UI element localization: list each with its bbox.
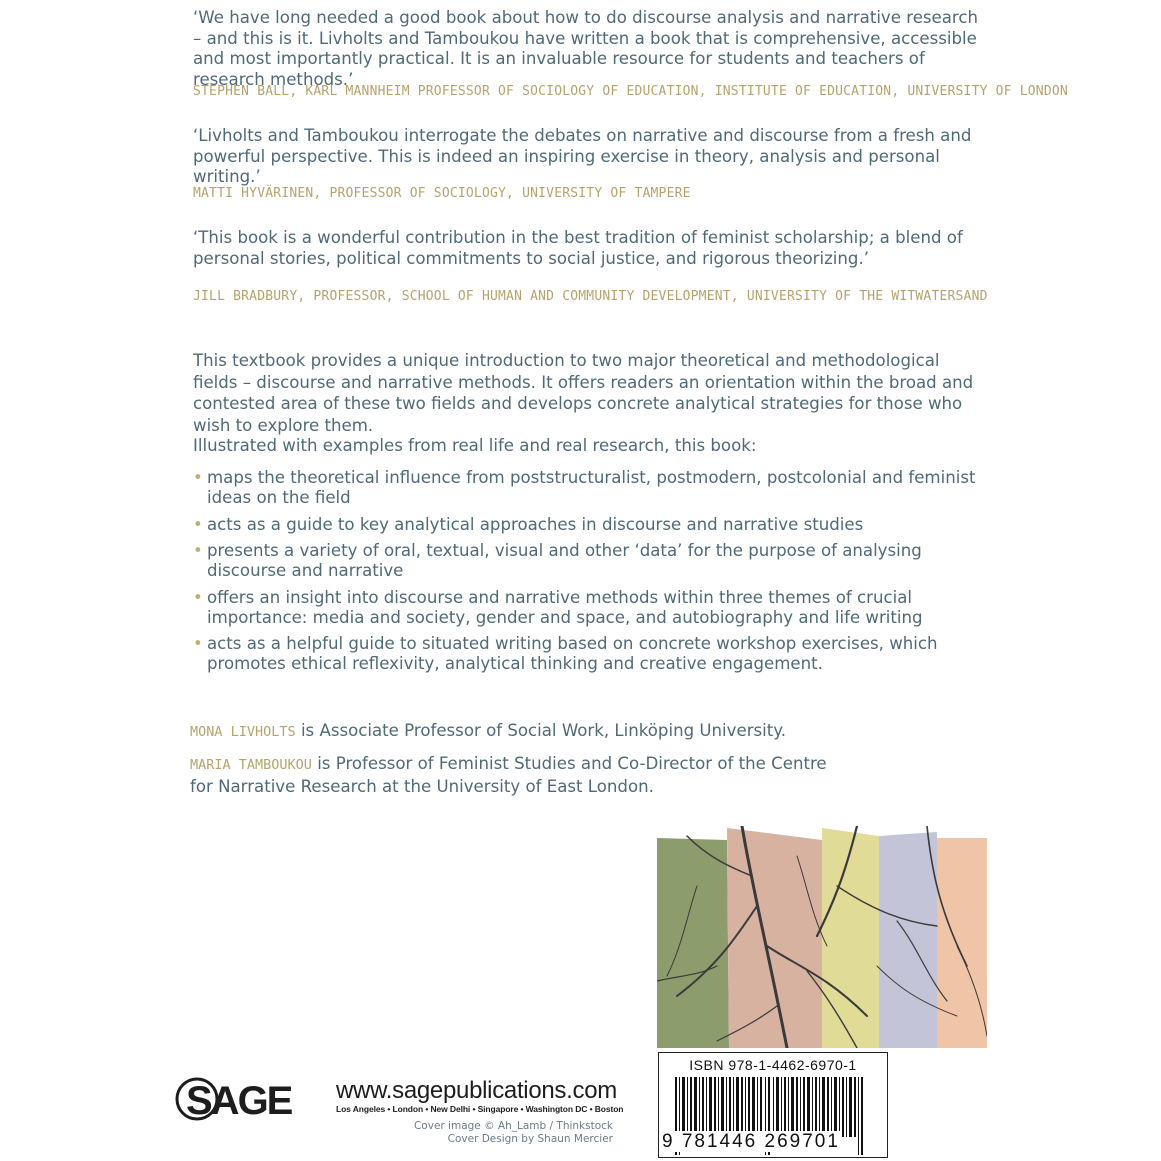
list-item: • offers an insight into discourse and narrative methods within three themes of crucial importance: media and society, gender and space, and autobiography and life writing [193, 587, 923, 627]
cover-panel-yellow [822, 828, 879, 1048]
isbn-digits: 9 781446 269701 [662, 1131, 840, 1152]
endorsement-quote: ‘This book is a wonderful contribution in the best tradition of feminist scholarship; a blend of personal stories, political commitments to social justice, and rigorous theorizing.’ [193, 228, 963, 268]
book-description-lead-in: Illustrated with examples from real life and real research, this book: [193, 436, 757, 455]
cover-image-credit: Cover image © Ah_Lamb / Thinkstock [413, 1120, 613, 1132]
isbn-label: ISBN 978-1-4462-6970-1 [689, 1057, 857, 1073]
bullet-icon: • [193, 514, 203, 534]
sage-logo [175, 1075, 320, 1123]
bullet-icon: • [193, 587, 203, 607]
cover-image [657, 826, 987, 1048]
sage-logo-text: SAGE [186, 1079, 292, 1123]
bullet-icon: • [193, 541, 203, 560]
list-item: • maps the theoretical influence from poststructuralist, postmodern, postcolonial and feminist ideas on the field [193, 468, 976, 507]
endorsement-attribution: JILL BRADBURY, PROFESSOR, SCHOOL OF HUMAN AND COMMUNITY DEVELOPMENT, UNIVERSITY OF THE WITWATERSAND [193, 289, 988, 304]
endorsement-attribution: MATTI HYVÄRINEN, PROFESSOR OF SOCIOLOGY, UNIVERSITY OF TAMPERE [193, 186, 691, 201]
author-name: MONA LIVHOLTS [190, 724, 296, 740]
list-item: • acts as a guide to key analytical approaches in discourse and narrative studies [193, 514, 864, 534]
bullet-icon: • [193, 468, 203, 487]
author-bio-text: is Associate Professor of Social Work, Linköping University. [295, 721, 787, 740]
bullet-icon: • [193, 634, 203, 653]
author-bio [190, 720, 890, 743]
cover-panel-peach [937, 838, 987, 1048]
publisher-url[interactable]: www.sagepublications.com [336, 1077, 617, 1104]
endorsement-quote: ‘Livholts and Tamboukou interrogate the debates on narrative and discourse from a fresh and powerful perspective. This is indeed an inspiring exercise in theory, analysis and personal writing.’ [193, 126, 972, 186]
cover-panel-lavender [879, 832, 937, 1048]
cover-panel-green [657, 838, 729, 1048]
cover-panel-pink [727, 828, 822, 1048]
endorsement-attribution: STEPHEN BALL, KARL MANNHEIM PROFESSOR OF SOCIOLOGY OF EDUCATION, INSTITUTE OF EDUCATION, UNIVERSITY OF LONDON [193, 84, 1068, 99]
list-item: • presents a variety of oral, textual, visual and other ‘data’ for the purpose of analysing discourse and narrative [193, 541, 922, 580]
endorsement-quote: ‘We have long needed a good book about how to do discourse analysis and narrative research – and this is it. Livholts and Tamboukou have written a book that is comprehensive, accessible and most importantly practical. It is an invaluable resource for students and teachers of research methods.’ [193, 8, 979, 89]
book-description: This textbook provides a unique introduction to two major theoretical and methodological fields – discourse and narrative methods. It offers readers an orientation within the broad and contested area of these two fields and develops concrete analytical strategies for those who wish to explore them. [193, 351, 974, 435]
cover-design-credit: Cover Design by Shaun Mercier [447, 1133, 613, 1145]
author-bio-text: is Professor of Feminist Studies and Co-Director of the Centre for Narrative Research at the University of East London. [190, 754, 827, 796]
isbn-barcode-block [658, 1052, 888, 1158]
publisher-cities: Los Angeles • London • New Delhi • Singapore • Washington DC • Boston [336, 1104, 624, 1114]
author-name: MARIA TAMBOUKOU [190, 757, 312, 773]
author-bio [190, 753, 830, 797]
cover-credits [414, 1120, 613, 1146]
feature-list [193, 468, 983, 681]
list-item: • acts as a helpful guide to situated writing based on concrete workshop exercises, which promotes ethical reflexivity, analytical thinking and creative engagement. [193, 634, 938, 673]
